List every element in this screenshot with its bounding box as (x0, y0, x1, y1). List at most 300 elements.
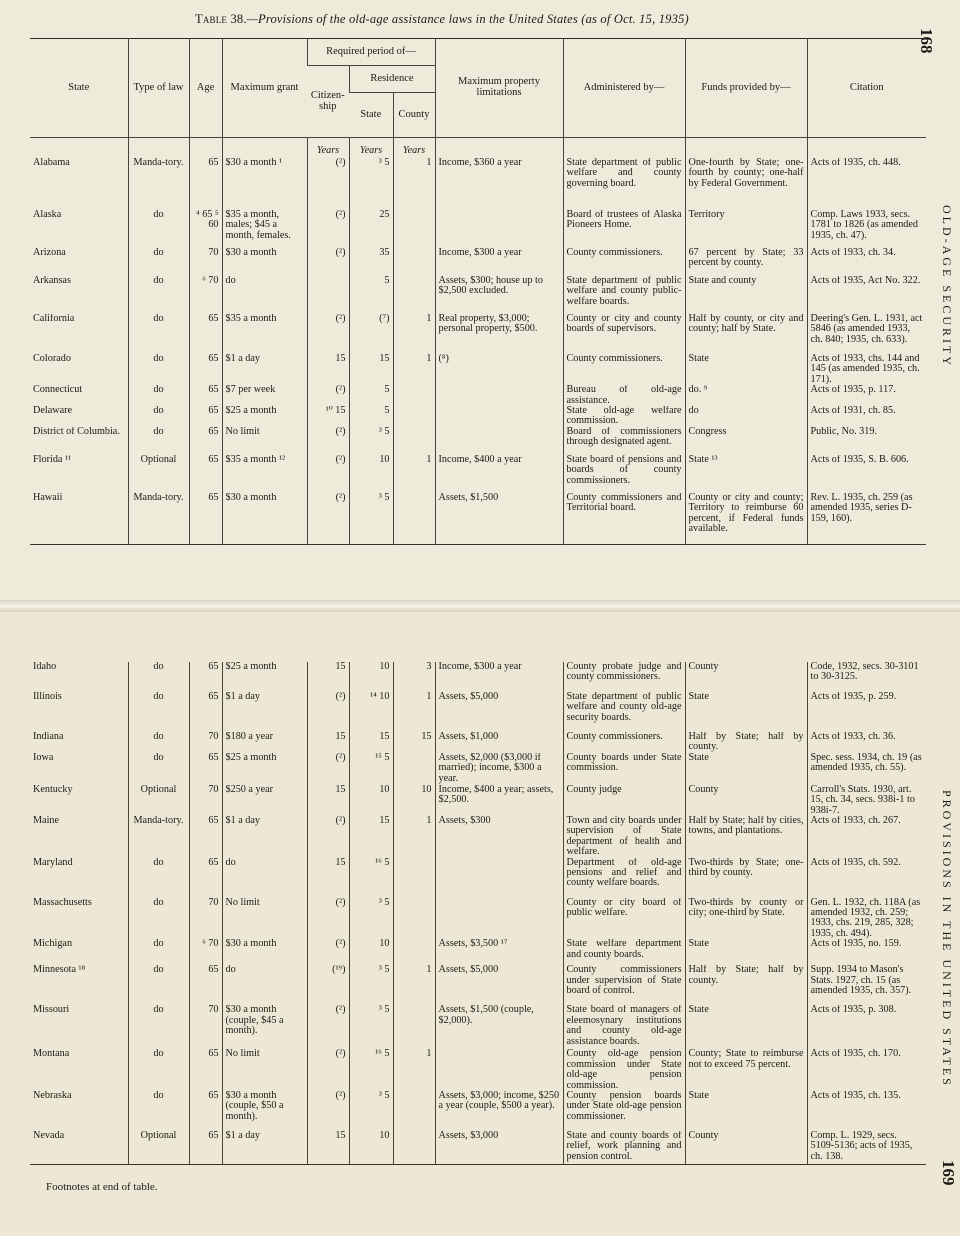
cell-county (393, 1131, 435, 1165)
cell-state: Nevada (33, 1130, 65, 1141)
cell-grant: $25 a month (222, 406, 307, 427)
page-gutter (0, 600, 960, 612)
cell-state: California (33, 314, 75, 324)
cell-type: do (128, 662, 189, 692)
cell-res: ¹⁶ 5 (349, 858, 393, 898)
table-row (30, 816, 926, 858)
cell-prop (435, 898, 563, 940)
cell-age: 70 (189, 732, 222, 753)
provisions-table-top (30, 38, 926, 545)
cell-cit: 15 (307, 732, 349, 753)
table-row (30, 354, 926, 385)
cell-cit: (²) (307, 314, 349, 354)
table-row (30, 248, 926, 276)
cell-funds: One-fourth by State; one-fourth by county; one-half by Federal Government. (685, 158, 807, 210)
cell-cite: Acts of 1933, ch. 34. (807, 248, 926, 276)
cell-cit: (²) (307, 455, 349, 493)
cell-grant: $25 a month (222, 662, 307, 692)
cell-type: do (128, 210, 189, 248)
cell-county: 1 (393, 692, 435, 732)
cell-cite: Acts of 1933, ch. 267. (807, 816, 926, 858)
cell-admin: County commissioners. (563, 248, 685, 276)
cell-type: do (128, 732, 189, 753)
cell-county (393, 248, 435, 276)
cell-grant: $1 a day (222, 816, 307, 858)
cell-admin: County probate judge and county commissioners. (563, 662, 685, 692)
cell-cite: Acts of 1935, S. B. 606. (807, 455, 926, 493)
cell-admin: County commissioners under supervision of State board of control. (563, 965, 685, 1005)
cell-cite: Spec. sess. 1934, ch. 19 (as amended 1935, ch. 55). (807, 753, 926, 785)
cell-state: Alaska (33, 210, 62, 220)
cell-state: Alabama (33, 158, 70, 168)
cell-prop: Assets, $3,500 ¹⁷ (435, 939, 563, 965)
cell-prop: Assets, $1,500 (couple, $2,000). (435, 1005, 563, 1049)
cell-admin: County old-age pension commission under State old-age pension commission. (563, 1049, 685, 1091)
cell-res: ³ 5 (349, 427, 393, 455)
cell-cit: (²) (307, 1005, 349, 1049)
cell-age: 65 (189, 406, 222, 427)
cell-cit: (²) (307, 1091, 349, 1131)
cell-prop: Income, $300 a year (435, 662, 563, 692)
cell-grant: $35 a month, males; $45 a month, females. (222, 210, 307, 248)
cell-type: Optional (128, 1131, 189, 1165)
cell-type: do (128, 858, 189, 898)
table-row (30, 210, 926, 248)
cell-state: District of Columbia. (33, 426, 120, 437)
cell-funds: Half by State; half by county. (685, 965, 807, 1005)
table-row (30, 692, 926, 732)
cell-funds: Half by State; half by county. (685, 732, 807, 753)
cell-county (393, 493, 435, 545)
cell-type: do (128, 753, 189, 785)
provisions-table-bottom (30, 662, 926, 1165)
cell-type: do (128, 898, 189, 940)
cell-prop: Assets, $1,000 (435, 732, 563, 753)
cell-cit: 15 (307, 858, 349, 898)
page-number-top: 168 (917, 28, 936, 54)
cell-funds: State ¹³ (685, 455, 807, 493)
cell-state: Maryland (33, 857, 73, 868)
header-type: Type of law (128, 39, 189, 138)
cell-state: Florida ¹¹ (33, 454, 72, 465)
table-row (30, 662, 926, 692)
header-citation: Citation (807, 39, 926, 138)
cell-res: 15 (349, 354, 393, 385)
cell-type: do (128, 965, 189, 1005)
cell-admin: Board of commissioners through designated agent. (563, 427, 685, 455)
unit-citizenship: Years (307, 138, 349, 159)
cell-cite: Rev. L. 1935, ch. 259 (as amended 1935, series D-159, 160). (807, 493, 926, 545)
cell-age: 65 (189, 314, 222, 354)
cell-admin: Town and city boards under supervision of State department of health and welfare. (563, 816, 685, 858)
cell-state: Colorado (33, 354, 71, 364)
cell-res: 10 (349, 455, 393, 493)
cell-funds: do. ⁹ (685, 385, 807, 406)
cell-admin: County or city and county boards of supervisors. (563, 314, 685, 354)
cell-res: 10 (349, 1131, 393, 1165)
cell-type: do (128, 1091, 189, 1131)
table-row (30, 455, 926, 493)
cell-grant: $180 a year (222, 732, 307, 753)
table-body-bottom (30, 662, 926, 1165)
cell-grant: $30 a month (couple, $45 a month). (222, 1005, 307, 1049)
cell-type: Manda-tory. (128, 493, 189, 545)
cell-admin: County boards under State commission. (563, 753, 685, 785)
cell-county (393, 939, 435, 965)
cell-res: 5 (349, 385, 393, 406)
cell-type: do (128, 385, 189, 406)
cell-cite: Acts of 1935, ch. 135. (807, 1091, 926, 1131)
cell-county (393, 427, 435, 455)
cell-prop (435, 210, 563, 248)
cell-type: do (128, 1049, 189, 1091)
cell-funds: County (685, 662, 807, 692)
cell-grant: No limit (222, 427, 307, 455)
cell-age: 65 (189, 858, 222, 898)
header-citizenship: Citizen-ship (307, 66, 349, 138)
cell-funds: Congress (685, 427, 807, 455)
cell-cite: Public, No. 319. (807, 427, 926, 455)
cell-grant: $30 a month ¹ (222, 158, 307, 210)
cell-cit: (²) (307, 210, 349, 248)
cell-res: 10 (349, 939, 393, 965)
cell-county (393, 210, 435, 248)
cell-funds: State (685, 753, 807, 785)
cell-age: 70 (189, 1005, 222, 1049)
cell-age: ⁶ 70 (189, 276, 222, 314)
cell-res: ¹⁵ 5 (349, 753, 393, 785)
cell-county (393, 1005, 435, 1049)
cell-res: ¹⁶ 5 (349, 1049, 393, 1091)
table-row (30, 858, 926, 898)
cell-res: ¹⁴ 10 (349, 692, 393, 732)
cell-cit: (¹⁹) (307, 965, 349, 1005)
cell-county (393, 1091, 435, 1131)
cell-grant: do (222, 965, 307, 1005)
cell-cite: Acts of 1935, ch. 592. (807, 858, 926, 898)
cell-grant: $1 a day (222, 354, 307, 385)
cell-cit: ¹⁰ 15 (307, 406, 349, 427)
table-row (30, 276, 926, 314)
cell-age: 65 (189, 692, 222, 732)
cell-cit: (²) (307, 753, 349, 785)
cell-type: Optional (128, 455, 189, 493)
cell-admin: State board of pensions and boards of county commissioners. (563, 455, 685, 493)
cell-cite: Acts of 1935, p. 117. (807, 385, 926, 406)
table-row (30, 965, 926, 1005)
cell-county (393, 385, 435, 406)
cell-cite: Acts of 1935, Act No. 322. (807, 276, 926, 314)
table-row (30, 314, 926, 354)
cell-admin: County pension boards under State old-age pension commissioner. (563, 1091, 685, 1131)
cell-cit: (²) (307, 427, 349, 455)
cell-res: ³ 5 (349, 965, 393, 1005)
cell-prop: Income, $400 a year; assets, $2,500. (435, 785, 563, 816)
cell-res: (⁷) (349, 314, 393, 354)
cell-admin: State and county boards of relief, work planning and pension control. (563, 1131, 685, 1165)
cell-age: 70 (189, 898, 222, 940)
cell-cite: Acts of 1933, ch. 36. (807, 732, 926, 753)
cell-cite: Code, 1932, secs. 30-3101 to 30-3125. (807, 662, 926, 692)
running-head-top: OLD-AGE SECURITY (940, 205, 954, 368)
cell-admin: County commissioners. (563, 354, 685, 385)
cell-res: ³ 5 (349, 493, 393, 545)
cell-cit: (²) (307, 158, 349, 210)
table-row (30, 427, 926, 455)
cell-res: 15 (349, 732, 393, 753)
cell-funds: State (685, 1091, 807, 1131)
table-row (30, 406, 926, 427)
cell-funds: State (685, 692, 807, 732)
cell-funds: State (685, 1005, 807, 1049)
cell-type: do (128, 406, 189, 427)
cell-res: 5 (349, 276, 393, 314)
cell-prop: Assets, $1,500 (435, 493, 563, 545)
cell-county: 1 (393, 1049, 435, 1091)
table-row (30, 493, 926, 545)
cell-res: 35 (349, 248, 393, 276)
cell-funds: 67 percent by State; 33 percent by county. (685, 248, 807, 276)
cell-grant: $1 a day (222, 1131, 307, 1165)
table-row (30, 939, 926, 965)
cell-funds: State (685, 939, 807, 965)
cell-type: do (128, 354, 189, 385)
cell-prop (435, 385, 563, 406)
cell-grant: $35 a month (222, 314, 307, 354)
cell-prop: Assets, $3,000; income, $250 a year (couple, $500 a year). (435, 1091, 563, 1131)
cell-funds: State and county (685, 276, 807, 314)
cell-cite: Carroll's Stats. 1930, art. 15, ch. 34, secs. 938i-1 to 938i-7. (807, 785, 926, 816)
cell-funds: Territory (685, 210, 807, 248)
cell-cit (307, 276, 349, 314)
cell-admin: State board of managers of eleemosynary institutions and county old-age assistance boards. (563, 1005, 685, 1049)
cell-county: 10 (393, 785, 435, 816)
cell-county: 1 (393, 816, 435, 858)
cell-state: Michigan (33, 939, 73, 950)
cell-county (393, 858, 435, 898)
unit-res-state: Years (349, 138, 393, 159)
cell-county (393, 898, 435, 940)
cell-prop: Real property, $3,000; personal property, $500. (435, 314, 563, 354)
cell-cit: 15 (307, 1131, 349, 1165)
cell-prop (435, 406, 563, 427)
cell-prop (435, 427, 563, 455)
cell-res: 5 (349, 406, 393, 427)
cell-admin: State old-age welfare commission. (563, 406, 685, 427)
cell-state: Missouri (33, 1005, 70, 1016)
cell-grant: No limit (222, 898, 307, 940)
cell-type: Manda-tory. (128, 158, 189, 210)
cell-type: do (128, 314, 189, 354)
cell-prop: Assets, $300; house up to $2,500 excluded. (435, 276, 563, 314)
cell-admin: State department of public welfare and county old-age security boards. (563, 692, 685, 732)
cell-prop (435, 1049, 563, 1091)
cell-type: do (128, 1005, 189, 1049)
cell-res: 10 (349, 662, 393, 692)
cell-cit: (²) (307, 939, 349, 965)
cell-state: Idaho (33, 662, 57, 672)
cell-county (393, 406, 435, 427)
cell-age: 70 (189, 248, 222, 276)
cell-funds: Half by county, or city and county; half by State. (685, 314, 807, 354)
table-row (30, 785, 926, 816)
cell-res: 10 (349, 785, 393, 816)
cell-funds: County (685, 785, 807, 816)
cell-funds: County or city and county; Territory to reimburse 60 percent, if Federal funds available. (685, 493, 807, 545)
cell-funds: State (685, 354, 807, 385)
cell-grant: No limit (222, 1049, 307, 1091)
header-admin: Administered by— (563, 39, 685, 138)
cell-cite: Acts of 1935, p. 308. (807, 1005, 926, 1049)
cell-admin: County commissioners. (563, 732, 685, 753)
cell-cite: Comp. Laws 1933, secs. 1781 to 1826 (as amended 1935, ch. 47). (807, 210, 926, 248)
cell-admin: County judge (563, 785, 685, 816)
unit-res-county: Years (393, 138, 435, 159)
units-row (30, 138, 926, 159)
cell-cite: Gen. L. 1932, ch. 118A (as amended 1932, ch. 259; 1933, chs. 219, 285, 328; 1935, ch. 494). (807, 898, 926, 940)
cell-cite: Supp. 1934 to Mason's Stats. 1927, ch. 15 (as amended 1935, ch. 357). (807, 965, 926, 1005)
cell-cite: Acts of 1933, chs. 144 and 145 (as amended 1935, ch. 171). (807, 354, 926, 385)
cell-age: 65 (189, 753, 222, 785)
cell-res: ³ 5 (349, 158, 393, 210)
cell-admin: State department of public welfare and county governing board. (563, 158, 685, 210)
cell-age: 65 (189, 354, 222, 385)
cell-age: 70 (189, 785, 222, 816)
cell-cit: (²) (307, 493, 349, 545)
cell-state: Iowa (33, 752, 54, 763)
cell-county: 1 (393, 354, 435, 385)
cell-state: Hawaii (33, 492, 63, 503)
cell-prop: (⁸) (435, 354, 563, 385)
cell-state: Illinois (33, 692, 62, 702)
cell-prop: Assets, $3,000 (435, 1131, 563, 1165)
cell-state: Nebraska (33, 1090, 72, 1101)
cell-grant: $25 a month (222, 753, 307, 785)
table-title-text: —Provisions of the old-age assistance laws in the United States (as of Oct. 15, 1935) (246, 12, 689, 26)
cell-prop: Income, $360 a year (435, 158, 563, 210)
cell-state: Arkansas (33, 276, 71, 286)
cell-county (393, 276, 435, 314)
cell-cit: (²) (307, 898, 349, 940)
cell-cite: Acts of 1931, ch. 85. (807, 406, 926, 427)
cell-county: 1 (393, 158, 435, 210)
cell-type: do (128, 427, 189, 455)
footnote-reference: Footnotes at end of table. (46, 1181, 158, 1193)
table-title-label: Table 38. (195, 12, 247, 26)
header-age: Age (189, 39, 222, 138)
cell-cit: (²) (307, 385, 349, 406)
cell-admin: County or city board of public welfare. (563, 898, 685, 940)
cell-county: 1 (393, 965, 435, 1005)
cell-grant: $1 a day (222, 692, 307, 732)
cell-prop (435, 858, 563, 898)
header-property: Maximum property limitations (435, 39, 563, 138)
cell-state: Massachusetts (33, 897, 92, 908)
cell-admin: Board of trustees of Alaska Pioneers Home. (563, 210, 685, 248)
cell-grant: $30 a month (222, 493, 307, 545)
cell-type: Manda-tory. (128, 816, 189, 858)
table-row (30, 753, 926, 785)
cell-funds: County (685, 1131, 807, 1165)
page-number-bottom: 169 (939, 1160, 958, 1186)
cell-type: do (128, 248, 189, 276)
table-row (30, 1005, 926, 1049)
cell-admin: Bureau of old-age assistance. (563, 385, 685, 406)
table-row (30, 1131, 926, 1165)
cell-age: 65 (189, 662, 222, 692)
cell-cit: 15 (307, 785, 349, 816)
cell-grant: $7 per week (222, 385, 307, 406)
cell-admin: Department of old-age pensions and relief and county welfare boards. (563, 858, 685, 898)
cell-cite: Acts of 1935, ch. 170. (807, 1049, 926, 1091)
cell-admin: County commissioners and Territorial board. (563, 493, 685, 545)
cell-prop: Income, $400 a year (435, 455, 563, 493)
cell-age: 65 (189, 455, 222, 493)
cell-grant: do (222, 276, 307, 314)
cell-res: ³ 5 (349, 1005, 393, 1049)
cell-age: 65 (189, 1091, 222, 1131)
cell-prop: Assets, $300 (435, 816, 563, 858)
cell-prop: Income, $300 a year (435, 248, 563, 276)
cell-grant: $30 a month (222, 248, 307, 276)
cell-county (393, 753, 435, 785)
cell-cit: (²) (307, 248, 349, 276)
cell-admin: State department of public welfare and county public-welfare boards. (563, 276, 685, 314)
cell-funds: do (685, 406, 807, 427)
cell-grant: $30 a month (222, 939, 307, 965)
table-row (30, 898, 926, 940)
cell-age: 65 (189, 158, 222, 210)
header-state: State (30, 39, 128, 138)
cell-state: Kentucky (33, 784, 73, 795)
cell-type: do (128, 692, 189, 732)
cell-funds: Two-thirds by county or city; one-third by State. (685, 898, 807, 940)
cell-cite: Deering's Gen. L. 1931, act 5846 (as amended 1933, ch. 840; 1935, ch. 633). (807, 314, 926, 354)
cell-county: 1 (393, 314, 435, 354)
cell-cite: Comp. L. 1929, secs. 5109-5136; acts of 1935, ch. 138. (807, 1131, 926, 1165)
cell-age: 65 (189, 385, 222, 406)
cell-type: do (128, 939, 189, 965)
cell-state: Minnesota ¹⁸ (33, 965, 86, 976)
cell-age: 65 (189, 1131, 222, 1165)
cell-prop: Assets, $2,000 ($3,000 if married); income, $300 a year. (435, 753, 563, 785)
cell-state: Arizona (33, 248, 66, 258)
cell-age: 65 (189, 1049, 222, 1091)
cell-cit: (²) (307, 1049, 349, 1091)
cell-type: Optional (128, 785, 189, 816)
cell-state: Indiana (33, 732, 64, 742)
cell-county: 1 (393, 455, 435, 493)
cell-prop: Assets, $5,000 (435, 692, 563, 732)
table-row (30, 732, 926, 753)
cell-cit: (²) (307, 816, 349, 858)
cell-county: 3 (393, 662, 435, 692)
header-funds: Funds provided by— (685, 39, 807, 138)
cell-cit: 15 (307, 662, 349, 692)
cell-funds: County; State to reimburse not to exceed 75 percent. (685, 1049, 807, 1091)
cell-age: 65 (189, 965, 222, 1005)
cell-age: ⁴ 65 ⁵ 60 (189, 210, 222, 248)
cell-grant: $35 a month ¹² (222, 455, 307, 493)
cell-res: 25 (349, 210, 393, 248)
table-row (30, 1091, 926, 1131)
cell-cite: Acts of 1935, no. 159. (807, 939, 926, 965)
cell-cit: 15 (307, 354, 349, 385)
cell-funds: Two-thirds by State; one-third by county. (685, 858, 807, 898)
cell-res: ³ 5 (349, 898, 393, 940)
cell-res: ³ 5 (349, 1091, 393, 1131)
header-res-state: State (349, 93, 393, 138)
